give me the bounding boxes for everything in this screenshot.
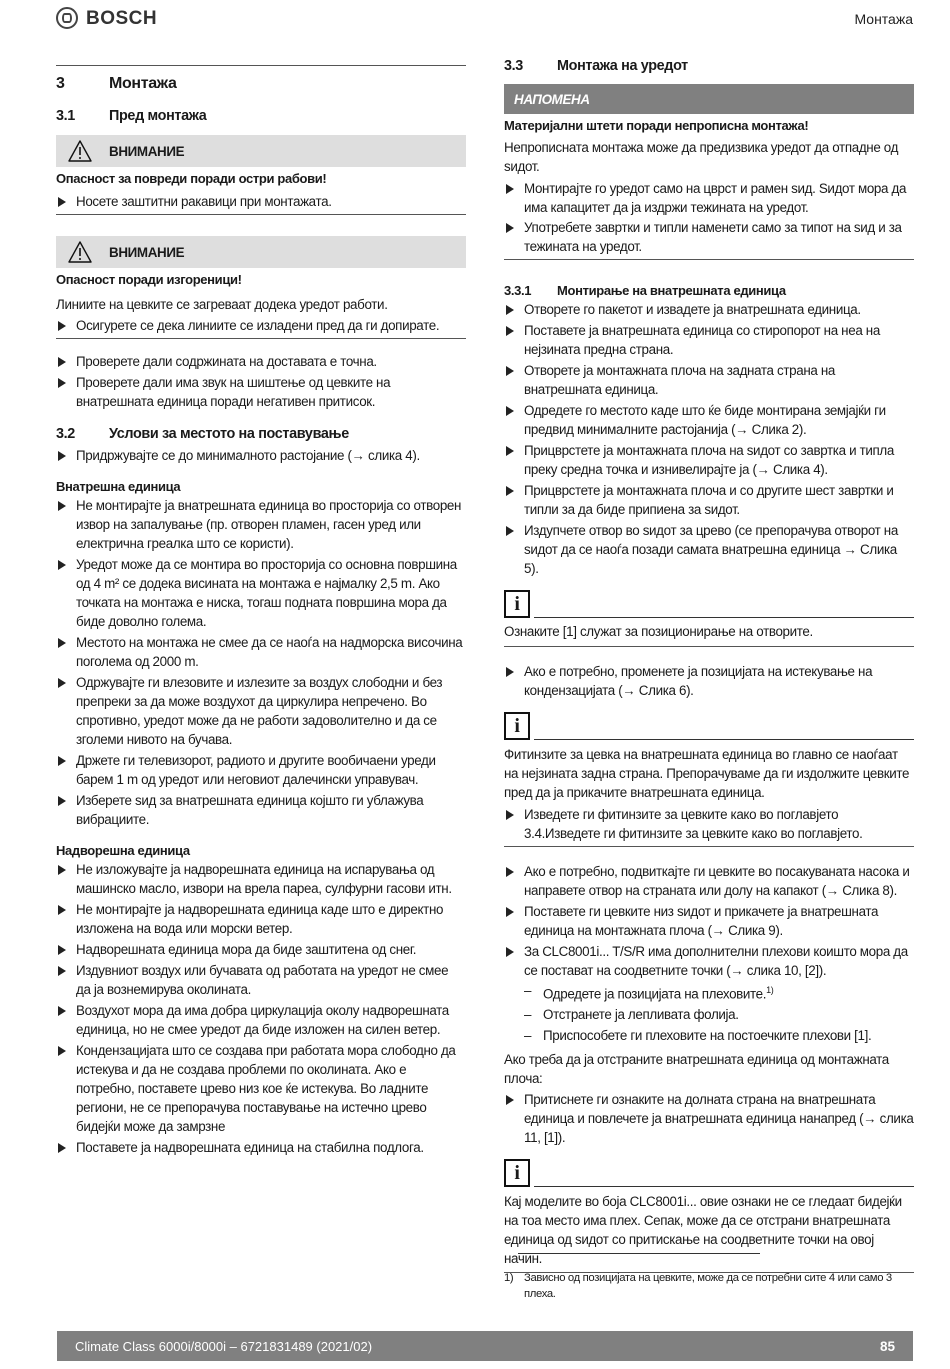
list-item: Придржувајте се до минималното растојание (→ слика 4).	[56, 446, 466, 465]
section-3-1-heading	[56, 107, 466, 126]
section-number: 3	[56, 75, 65, 92]
page-footer	[57, 1331, 913, 1361]
warning-headline: Опасност поради изгореници!	[56, 272, 242, 287]
pipe-steps-list	[504, 862, 914, 980]
section-title: Монтажа	[109, 75, 177, 92]
left-column	[56, 60, 466, 1157]
section-number: 3.3	[504, 58, 523, 74]
list-item: Ако е потребно, променете ја позицијата на истекување на кондензацијата (→ Слика 6).	[504, 662, 914, 700]
warning-end-rule	[56, 214, 466, 215]
info-end-rule	[504, 846, 914, 847]
outdoor-unit-list	[56, 860, 466, 1157]
list-item: – Отстранете ја лепливата фолија.	[524, 1005, 914, 1024]
mounting-steps-list	[504, 300, 914, 578]
list-item: Местото на монтажа не смее да се наоѓа на надморска височина поголема од 2000 m.	[56, 633, 466, 671]
info-header	[504, 588, 914, 618]
info-rule	[534, 739, 914, 740]
list-item: Издупчете отвор во ѕидот за црево (се препорачува отворот на ѕидот да се наоѓа позади самата внатрешна единица → Слика 5).	[504, 521, 914, 578]
section-3-3-1-heading	[504, 281, 914, 300]
plate-substeps-list	[524, 981, 914, 1045]
info-rule	[534, 1186, 914, 1187]
list-item: За CLC8001i... T/S/R има дополнителни плехови коишто мора да се постават на соодветните точки (→ слика 10, [2]).	[504, 942, 914, 980]
info-icon: i	[504, 1159, 530, 1187]
list-item: Прицврстете ја монтажната плоча на ѕидот со завртка и типла преку средна точка и изнивелирајте ја (→ Слика 4).	[504, 441, 914, 479]
right-column	[504, 57, 914, 1273]
indoor-unit-list	[56, 496, 466, 829]
info-icon: i	[504, 590, 530, 618]
info-icon: i	[504, 712, 530, 740]
list-item: Изберете ѕид за внатрешната единица којшто ги ублажува вибрациите.	[56, 791, 466, 829]
notice-text: Непрописната монтажа може да предизвика уредот да отпадне од ѕидот.	[504, 140, 899, 174]
list-item: Осигурете се дека линиите се изладени пред да ги допирате.	[56, 316, 466, 335]
section-rule	[56, 65, 466, 66]
footnote	[504, 1270, 914, 1302]
notice-list	[504, 179, 914, 256]
warning-list	[56, 316, 466, 335]
warning-bar	[56, 236, 466, 268]
warning-headline: Опасност за повреди поради остри рабови!	[56, 171, 327, 186]
warning-triangle-icon	[68, 241, 92, 263]
list-item: Отворете го пакетот и извадете ја внатрешната единица.	[504, 300, 914, 319]
section-number: 3.2	[56, 426, 75, 442]
footnote-ref: 1)	[766, 985, 774, 995]
list-item: Не монтирајте ја внатрешната единица во просторија со отворен извор на запалување (пр. отворен пламен, гасен уред или електрична греалка што се користи).	[56, 496, 466, 553]
list-item: Проверете дали содржината на доставата е точна.	[56, 352, 466, 371]
info-end-rule	[504, 646, 914, 647]
info-header	[504, 1157, 914, 1187]
list-item: – Приспособете ги плеховите на постоечките плехови [1].	[524, 1026, 914, 1045]
list-item: Држете ги телевизорот, радиото и другите вообичаени уреди барем 1 m од уредот или неговиот далечински управувач.	[56, 751, 466, 789]
warning-label: ВНИМАНИЕ	[109, 143, 185, 159]
section-title: Монтирање на внатрешната единица	[557, 283, 786, 298]
info-text: Ознаките [1] служат за позиционирање на отворите.	[504, 624, 813, 639]
location-list	[56, 446, 466, 465]
list-item: Монтирајте го уредот само на цврст и рамен ѕид. Ѕидот мора да има капацитет да ја издржи тежината на уредот.	[504, 179, 914, 217]
info-header	[504, 710, 914, 740]
list-item: Употребете завртки и типли наменети само за типот на ѕид и за тежината на уредот.	[504, 218, 914, 256]
page-number: 85	[879, 1338, 895, 1354]
section-title: Монтажа на уредот	[557, 58, 688, 74]
info-rule	[534, 617, 914, 618]
removal-list	[504, 1090, 914, 1147]
list-item-text: Одредете ја позицијата на плеховите.	[543, 986, 767, 1002]
list-item: Воздухот мора да има добра циркулација околу надворешната единица, но не смее уредот да биде изложен на силен ветер.	[56, 1001, 466, 1039]
section-title: Услови за местото на поставување	[109, 426, 349, 442]
condensate-list	[504, 662, 914, 700]
notice-bar: НАПОМЕНА	[504, 84, 914, 114]
section-title: Пред монтажа	[109, 108, 207, 124]
list-item: Прицврстете ја монтажната плоча и со другите шест завртки и типли за да биде припиена за ѕидот.	[504, 481, 914, 519]
warning-text: Линиите на цевките се загреваат додека уредот работи.	[56, 297, 388, 312]
info-text: Фитинзите за цевка на внатрешната единица во главно се наоѓаат на нејзината задна страна. Препорачуваме да ги издолжите цевките пред да ја прикачите внатрешната единица.	[504, 747, 910, 800]
list-item: Носете заштитни ракавици при монтажата.	[56, 192, 466, 211]
list-item: Изведете ги фитинзите за цевките како во поглавјето 3.4.Изведете ги фитинзите за цевките како во поглавјето.	[504, 805, 914, 843]
warning-bar	[56, 135, 466, 167]
notice-end-rule	[504, 259, 914, 260]
notice-headline: Материјални штети поради непрописна монтажа!	[504, 118, 809, 133]
section-3-2-heading	[56, 425, 466, 444]
list-item: Поставете ја надворешната единица на стабилна подлога.	[56, 1138, 466, 1157]
page-header	[0, 0, 950, 42]
check-list	[56, 352, 466, 411]
list-item: Уредот може да се монтира во просторија со основна површина од 4 m² се додека висината на монтажа е најмалку 2,5 m. Ако точката на монтажа е ниска, тогаш подната површина мора да биде доволно голема.	[56, 555, 466, 631]
list-item: Надворешната единица мора да биде заштитена од снег.	[56, 940, 466, 959]
section-number: 3.3.1	[504, 283, 532, 298]
list-item: Одржувајте ги влезовите и излезите за воздух слободни и без препреки за да може воздухот да циркулира непречено. Во спротивно, уредот може да не работи задоволително и да се зголеми нивото на бучава.	[56, 673, 466, 749]
list-item: Поставете ја внатрешната единица со стиропорот на неа на нејзината предна страна.	[504, 321, 914, 359]
warning-list	[56, 192, 466, 211]
bosch-armature-icon	[56, 7, 78, 29]
list-item: Проверете дали има звук на шиштење од цевките на внатрешната единица поради негативен притисок.	[56, 373, 466, 411]
list-item: Одредете го местото каде што ќе биде монтирана земјајќи ги предвид минималните растојанија (→ Слика 2).	[504, 401, 914, 439]
list-item: Не изложувајте ја надворешната единица на испарувања од машинско масло, извори на врела пареа, сулфурни гасови итн.	[56, 860, 466, 898]
bosch-logo	[56, 7, 157, 29]
list-item: Издувниот воздух или бучавата од работата на уредот не смее да ја вознемирува околината.	[56, 961, 466, 999]
footnote-text: Зависно од позицијата на цевките, може да се потребни сите 4 или само 3 плеха.	[524, 1272, 892, 1300]
list-item: Не монтирајте ја надворешната единица каде што е директно изложена на вода или морски ветер.	[56, 900, 466, 938]
list-item: Поставете ги цевките низ ѕидот и прикачете ја внатрешната единица на монтажната плоча (→ Слика 9).	[504, 902, 914, 940]
info-list	[504, 805, 914, 843]
footnote-rule	[518, 1253, 760, 1254]
document-reference: Climate Class 6000i/8000i – 6721831489 (2021/02)	[75, 1338, 373, 1354]
section-number: 3.1	[56, 108, 75, 124]
section-3-heading	[56, 74, 466, 93]
list-item: Кондензацијата што се создава при работата мора слободно да истекува и да не создава проблеми по околината. Ако е потребно, поставете цревo низ кое ќе истекува. Во ладните региони, не се препорачува поставување на истечно црево бидејќи може да замрзне	[56, 1041, 466, 1136]
brand-name: BOSCH	[86, 7, 158, 29]
header-section-label: Монтажа	[854, 11, 913, 27]
removal-text: Ако треба да ја отстраните внатрешната единица од монтажната плоча:	[504, 1052, 889, 1087]
list-item	[524, 981, 914, 1003]
outdoor-unit-heading: Надворешна единица	[56, 843, 190, 858]
warning-label: ВНИМАНИЕ	[109, 244, 185, 260]
section-3-3-heading	[504, 57, 914, 76]
warning-triangle-icon	[68, 140, 92, 162]
footnote-number: 1)	[504, 1272, 514, 1284]
list-item: Ако е потребно, подвиткајте ги цевките во посакуваната насока и направете отвор на страната или долу на капакот (→ Слика 8).	[504, 862, 914, 900]
info-text: Кај моделите во боја CLC8001i... овие ознаки не се гледаат бидејќи на тоа место има плех. Сепак, може да се отстрани внатрешната единица од ѕидот со притискање на соодветните точки на овој начин.	[504, 1194, 902, 1267]
list-item: Притиснете ги ознаките на долната страна на внатрешната единица и повлечете ја внатрешната единица нанапред (→ слика 11, [1]).	[504, 1090, 914, 1147]
indoor-unit-heading: Внатрешна единица	[56, 479, 181, 494]
warning-end-rule	[56, 338, 466, 339]
list-item: Отворете ја монтажната плоча на задната страна на внатрешната единица.	[504, 361, 914, 399]
